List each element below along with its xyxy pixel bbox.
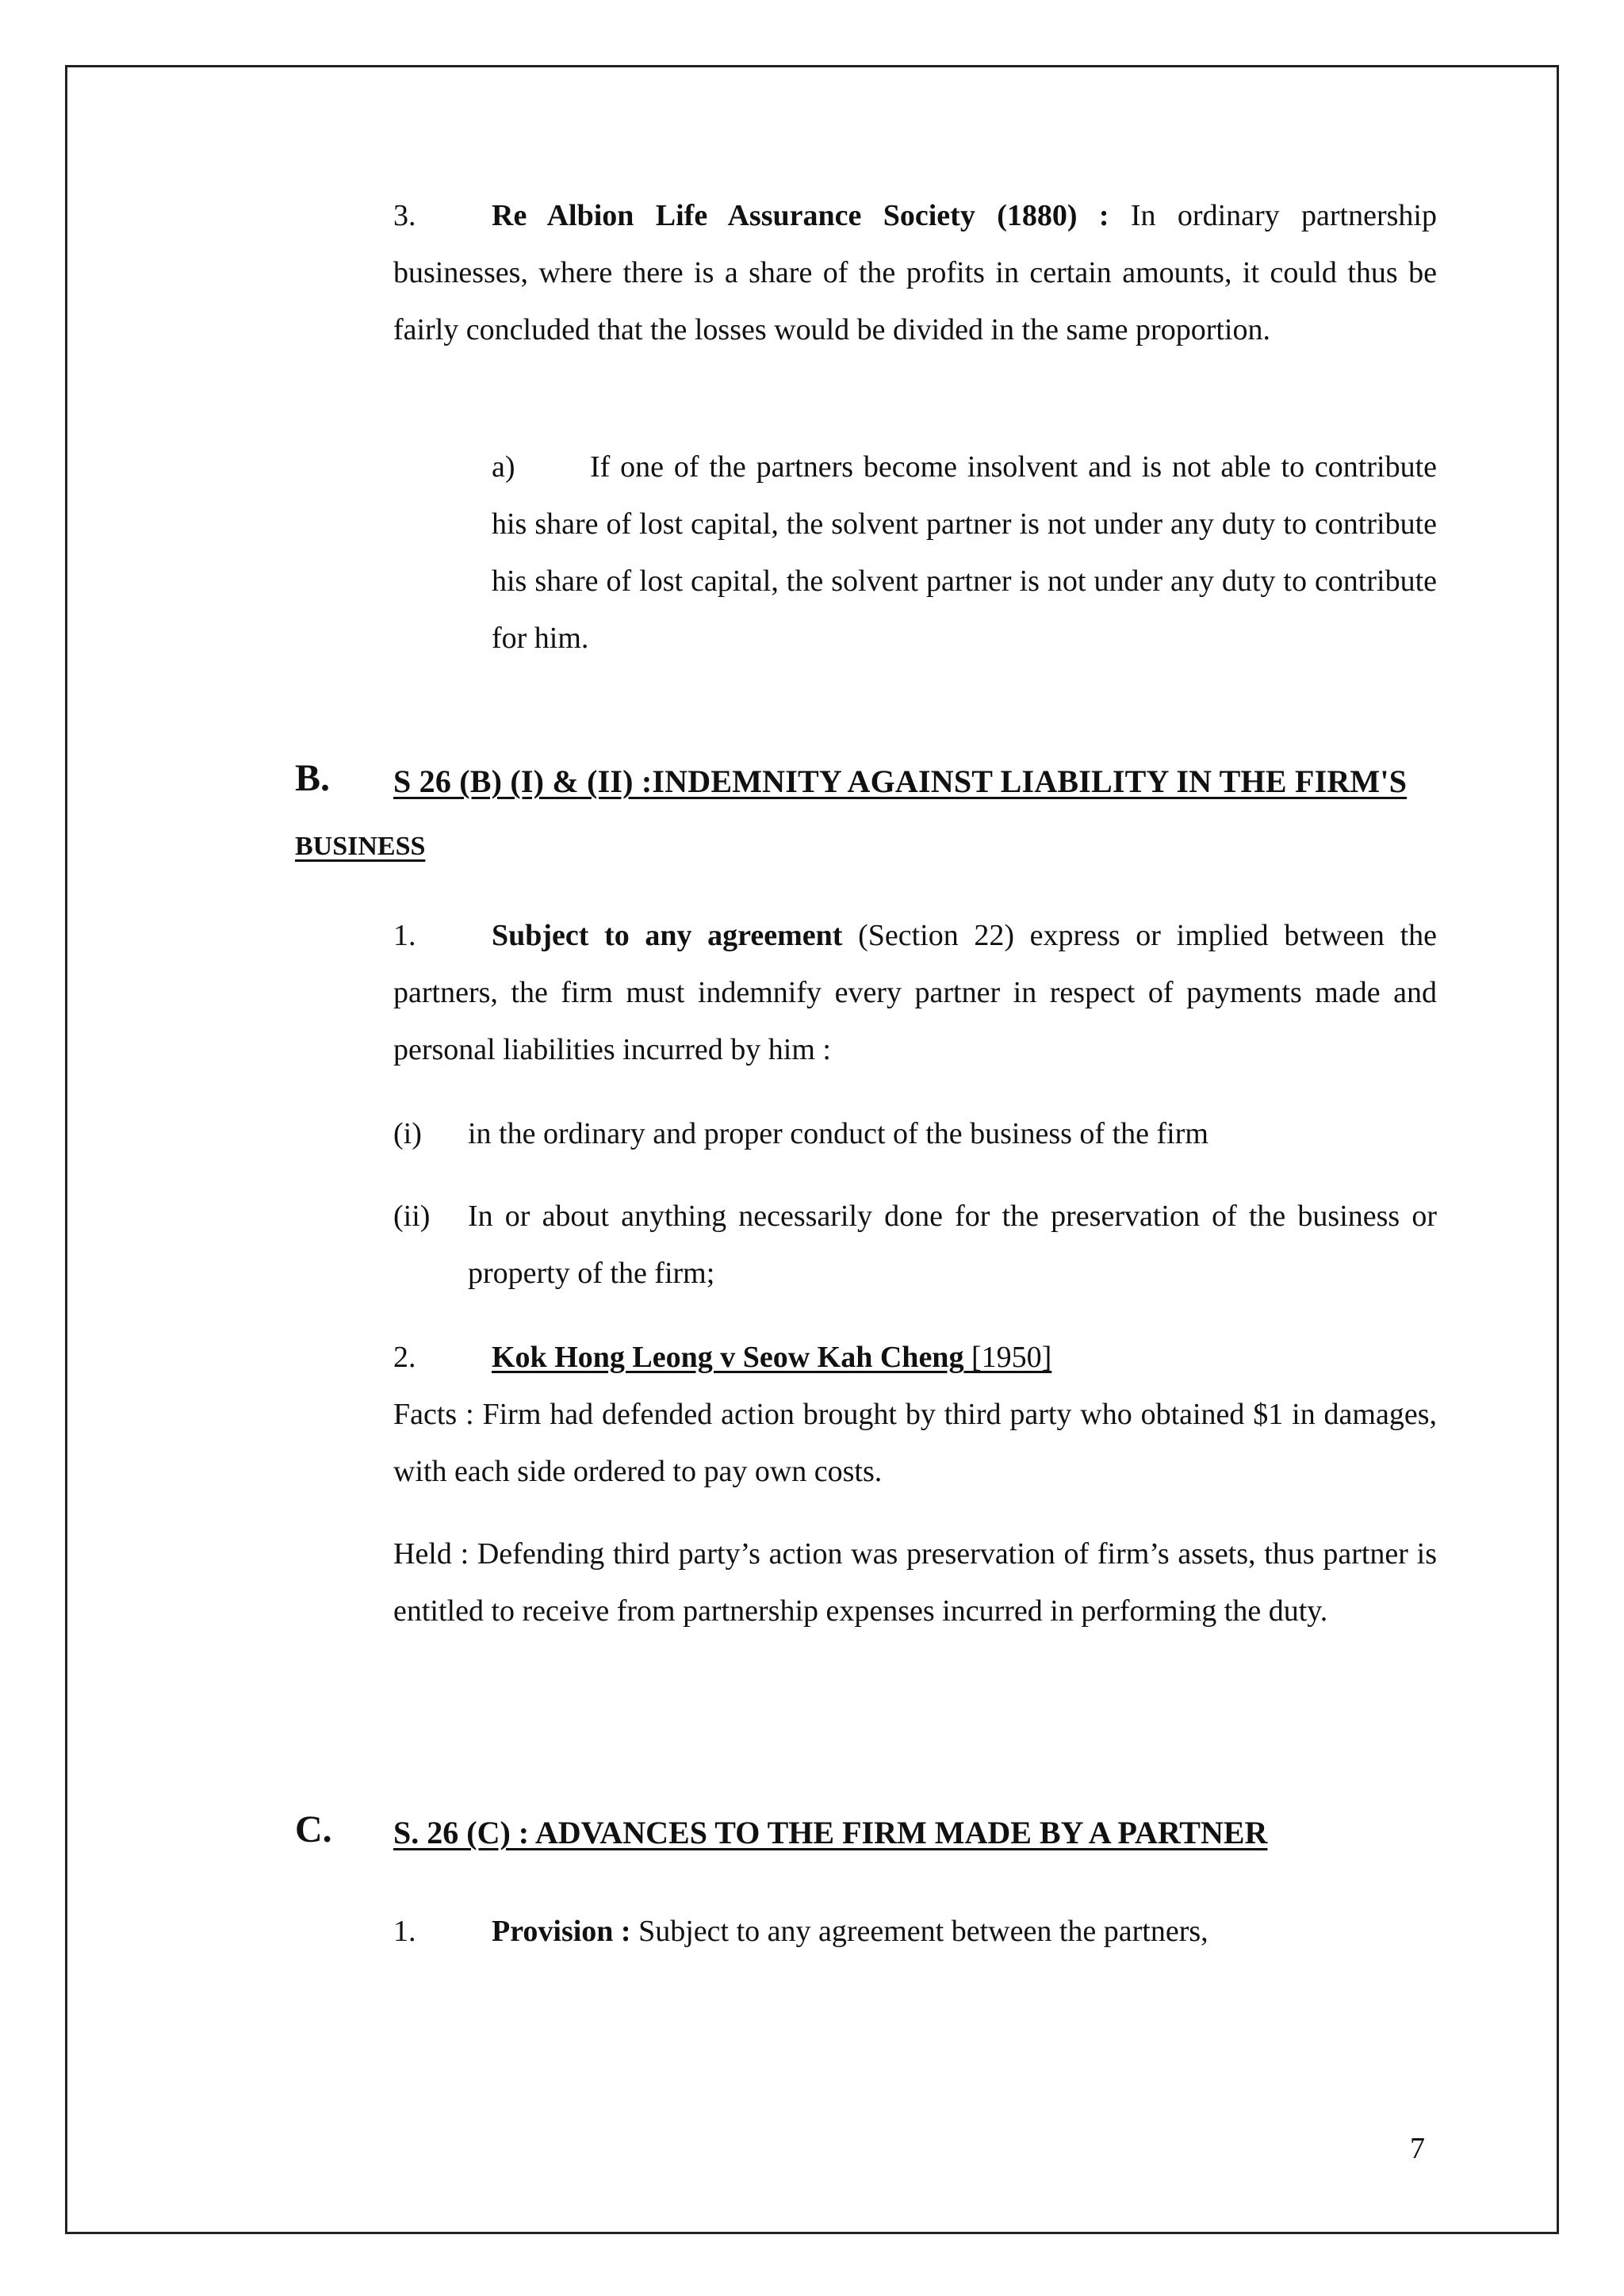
section-c-letter: C. [295, 1808, 332, 1850]
section-b-item-1-bold: Subject to any agreement [492, 919, 843, 952]
section-b-heading-line1: S 26 (B) (I) & (II) :INDEMNITY AGAINST LIABILITY IN THE FIRM'S [393, 763, 1408, 799]
list-item-ii [393, 1188, 1437, 1302]
list-item-i [393, 1105, 1437, 1162]
section-b-heading-cont [295, 825, 425, 874]
section-b-heading [393, 760, 1437, 811]
item-3a-text: If one of the partners become insolvent and is not able to contribute his share of lost capital, the solvent partner is not under any duty to contribute his share of lost capital, the solvent partner is not under any duty to contribute for him. [492, 450, 1437, 655]
list-item-ii-text: In or about anything necessarily done for the preservation of the business or property of the firm; [468, 1200, 1437, 1290]
facts-paragraph: Facts : Firm had defended action brought by third party who obtained $1 in damages, with each side ordered to pay own costs. [393, 1398, 1437, 1488]
section-c-heading: S. 26 (C) : ADVANCES TO THE FIRM MADE BY A PARTNER [393, 1815, 1268, 1850]
section-b-item-2 [393, 1329, 1437, 1386]
section-b-item-2-number: 2. [393, 1341, 416, 1374]
section-b-letter: B. [295, 757, 331, 799]
held-paragraph: Held : Defending third party’s action was preservation of firm’s assets, thus partner is entitled to receive from partnership expenses incurred in performing the duty. [393, 1537, 1437, 1628]
item-3-case-name: Re Albion Life Assurance Society (1880) : [492, 199, 1109, 232]
list-item-i-text: in the ordinary and proper conduct of the business of the firm [468, 1117, 1208, 1150]
section-c-item-1-number: 1. [393, 1915, 416, 1948]
list-item-ii-label: (ii) [393, 1200, 431, 1233]
item-3-number: 3. [393, 199, 416, 232]
item-3-text: In ordinary partnership businesses, where there is a share of the profits in certain amounts, it could thus be fairly concluded that the losses would be divided in the same proportion. [393, 199, 1437, 346]
case-kok-hong-leong: Kok Hong Leong v Seow Kah Cheng [492, 1341, 964, 1374]
section-b-heading-line2: BUSINESS [295, 832, 426, 861]
item-3a-paragraph [492, 438, 1437, 667]
section-b-item-1-number: 1. [393, 919, 416, 952]
page-number: 7 [1410, 2132, 1425, 2165]
section-b-item-1 [393, 907, 1437, 1078]
section-c-item-1-text: Subject to any agreement between the partners, [638, 1915, 1208, 1948]
section-b-item-1-text: (Section 22) express or implied between the partners, the firm must indemnify every partner in respect of payments made and personal liabilities incurred by him : [393, 919, 1437, 1066]
item-3-paragraph [393, 187, 1437, 358]
item-3a-label: a) [492, 450, 515, 484]
list-item-i-label: (i) [393, 1117, 422, 1150]
case-year: [1950] [971, 1341, 1052, 1374]
section-c-item-1 [393, 1903, 1437, 1960]
section-c-item-1-bold: Provision : [492, 1915, 631, 1948]
